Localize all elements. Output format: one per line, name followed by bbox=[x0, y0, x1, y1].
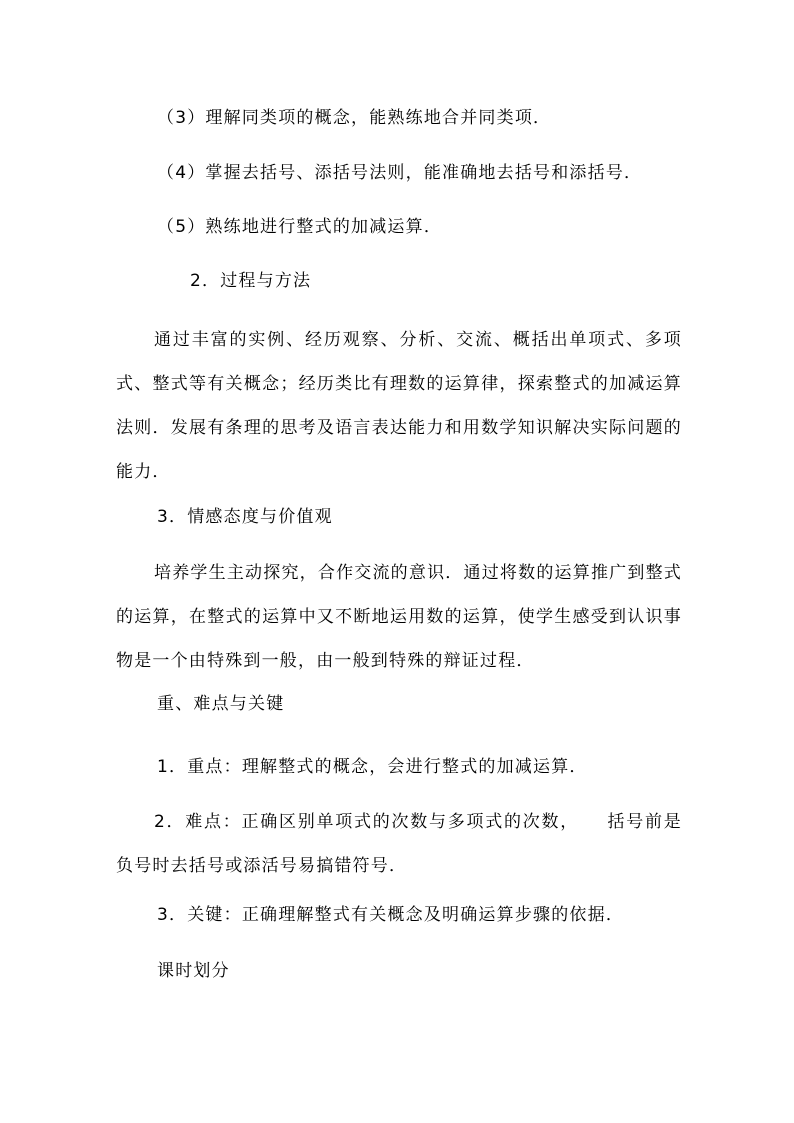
key-points-heading: 重、难点与关键 bbox=[157, 694, 285, 714]
process-paragraph: 通过丰富的实例、经历观察、分析、交流、概括出单项式、多项式、整式等有关概念；经历类比有理数的运算律，探索整式的加减运算法则．发展有条理的思考及语言表达能力和用数学知识解决实际问题的能力． bbox=[116, 330, 682, 482]
emotion-heading: 3．情感态度与价值观 bbox=[157, 507, 333, 527]
objective-item-5: （5）熟练地进行整式的加减运算． bbox=[157, 217, 443, 237]
process-heading: 2．过程与方法 bbox=[190, 271, 312, 291]
key-point-3: 3．关键：正确理解整式有关概念及明确运算步骤的依据． bbox=[157, 905, 625, 925]
key-point-2: 2．难点：正确区别单项式的次数与多项式的次数， 括号前是负号时去括号或添活号易搞错符号． bbox=[116, 812, 682, 876]
class-hours-heading: 课时划分 bbox=[157, 961, 230, 981]
key-point-1: 1．重点：理解整式的概念，会进行整式的加减运算． bbox=[157, 757, 588, 777]
objective-item-4: （4）掌握去括号、添括号法则，能准确地去括号和添括号． bbox=[157, 163, 643, 183]
objective-item-3: （3）理解同类项的概念，能熟练地合并同类项． bbox=[157, 108, 552, 128]
emotion-paragraph: 培养学生主动探究，合作交流的意识．通过将数的运算推广到整式的运算，在整式的运算中又不断地运用数的运算，使学生感受到认识事物是一个由特殊到一般，由一般到特殊的辩证过程． bbox=[116, 563, 682, 671]
